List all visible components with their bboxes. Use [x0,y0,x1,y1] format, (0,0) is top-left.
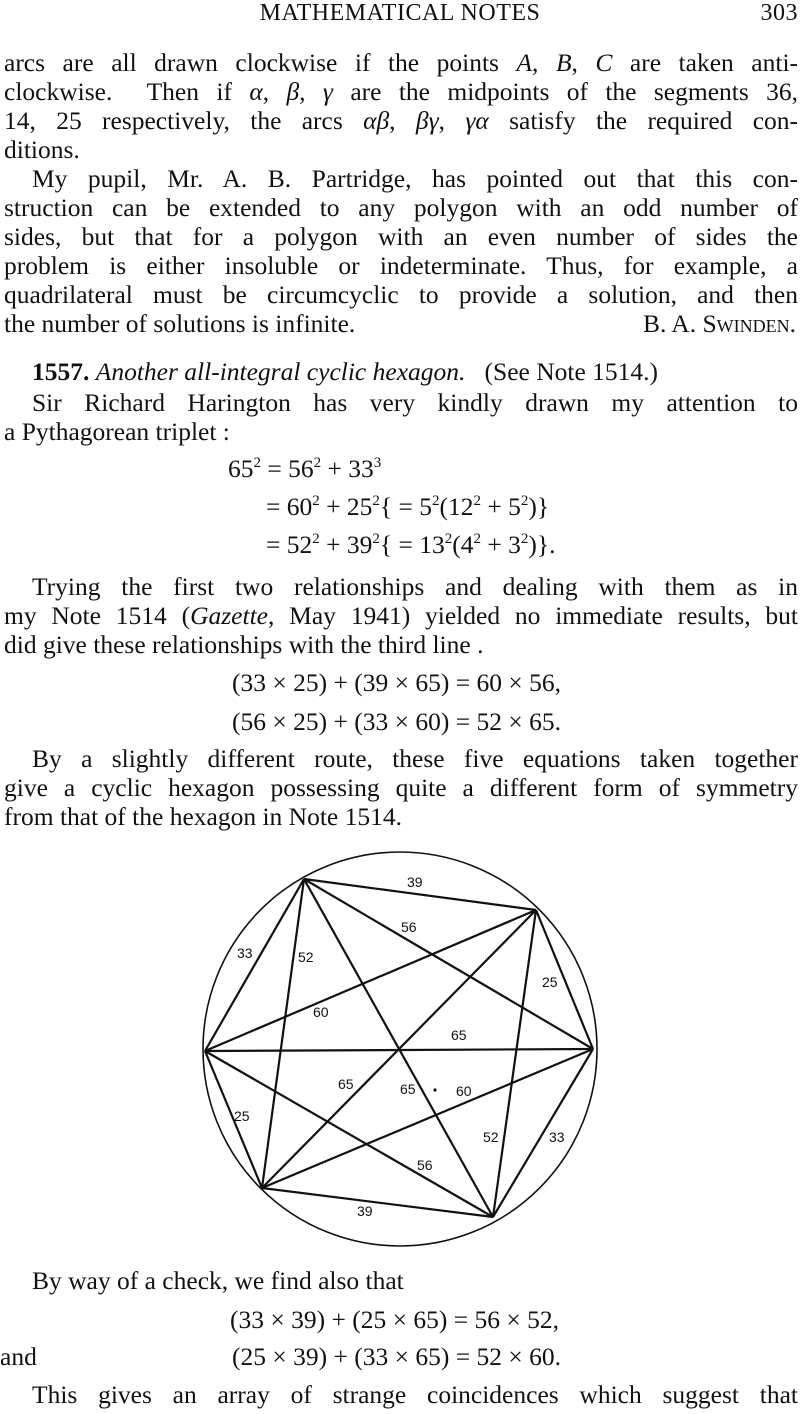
text-line: quadrilateral must be circumcyclic to provide a solution, and then [4,280,798,309]
label-side-lower-left: 25 [234,1108,250,1124]
text-line: from that of the hexagon in Note 1514. [4,802,402,831]
equation: (56 × 25) + (33 × 60) = 52 × 65. [232,707,561,736]
equation: (33 × 25) + (39 × 65) = 60 × 56, [232,668,561,697]
text-line: problem is either insoluble or indeterminate. Thus, for example, a [4,251,798,280]
diagonal-56-top [304,879,593,1049]
label-side-top: 39 [407,874,423,890]
equation: $65^2 = 56^2 + 33^3$ [228,454,382,483]
label-diag-60-right: 60 [456,1083,472,1099]
label-diag-56-bottom: 56 [417,1157,433,1173]
label-side-upper-right: 25 [542,974,558,990]
side-39-bottom [262,1188,493,1217]
text-line: By way of a check, we find also that [32,1266,404,1295]
text-line: This gives an array of strange coincidences which suggest that [32,1380,798,1409]
text-line: Trying the first two relationships and dealing with them as in [32,572,798,601]
equation: = $52^2 + 39^2\{ = 13^2(4^2 + 3^2)\}$. [266,530,556,559]
page-header [0,0,800,30]
diagonal-52-left [262,879,304,1188]
text-line: my Note 1514 (Gazette, May 1941) yielded no immediate results, but [4,601,798,630]
label-diam-65-falling: 65 [400,1081,416,1097]
text-line: did give these relationships with the third line . [4,630,484,659]
equation: (33 × 39) + (25 × 65) = 56 × 52, [230,1305,559,1334]
text-line: struction can be extended to any polygon with an odd number of [4,193,798,222]
text-line: clockwise. Then if α, β, γ are the midpoints of the segments 36, [4,77,799,106]
diagonal-60-left [205,910,536,1051]
center-point [433,1088,436,1091]
label-diag-56-top: 56 [401,919,417,935]
side-33-left [205,879,304,1051]
equation-prefix: and [0,1342,37,1371]
note-number: 1557. [32,357,90,386]
text-line [4,309,798,338]
text-line: 14, 25 respectively, the arcs αβ, βγ, γα satisfy the required con- [4,106,799,135]
text-line: arcs are all drawn clockwise if the points A, B, C are taken anti- [4,48,799,77]
page-number: 303 [760,0,798,26]
text-line: My pupil, Mr. A. B. Partridge, has pointed out that this con- [32,164,798,193]
note-title: Another all-integral cyclic hexagon. [95,357,466,386]
label-diag-60-left: 60 [313,1004,329,1020]
text-line: sides, but that for a polygon with an even number of sides the [4,222,798,251]
note-reference: (See Note 1514.) [484,357,659,386]
equation: (25 × 39) + (33 × 65) = 52 × 60. [232,1342,561,1371]
equation: = $60^2 + 25^2\{ = 5^2(12^2 + 5^2)\}$ [266,492,550,521]
hexagon-diagram-svg [0,840,800,1260]
diameter-65-horizontal [205,1049,593,1051]
label-diag-52-right: 52 [483,1129,499,1145]
text-span: the number of solutions is infinite. [4,309,356,338]
text-line: Sir Richard Harington has very kindly drawn my attention to [32,388,798,417]
diagonal-52-right [493,910,536,1217]
note-heading [32,357,800,386]
text-line: ditions. [4,135,80,164]
label-diam-65-rising: 65 [338,1076,354,1092]
running-title: MATHEMATICAL NOTES [259,0,541,26]
label-side-lower-right: 33 [549,1129,565,1145]
cyclic-hexagon-figure [0,840,800,1260]
text-line: By a slightly different route, these five equations taken together [32,744,798,773]
label-side-upper-left: 33 [237,945,253,961]
label-diam-65-horizontal: 65 [451,1027,467,1043]
text-line: a Pythagorean triplet : [4,417,230,446]
label-diag-52-left: 52 [298,949,314,965]
text-line: give a cyclic hexagon possessing quite a different form of symmetry [4,773,798,802]
author-signature: B. A. Swinden. [642,309,796,338]
label-side-bottom: 39 [357,1203,373,1219]
